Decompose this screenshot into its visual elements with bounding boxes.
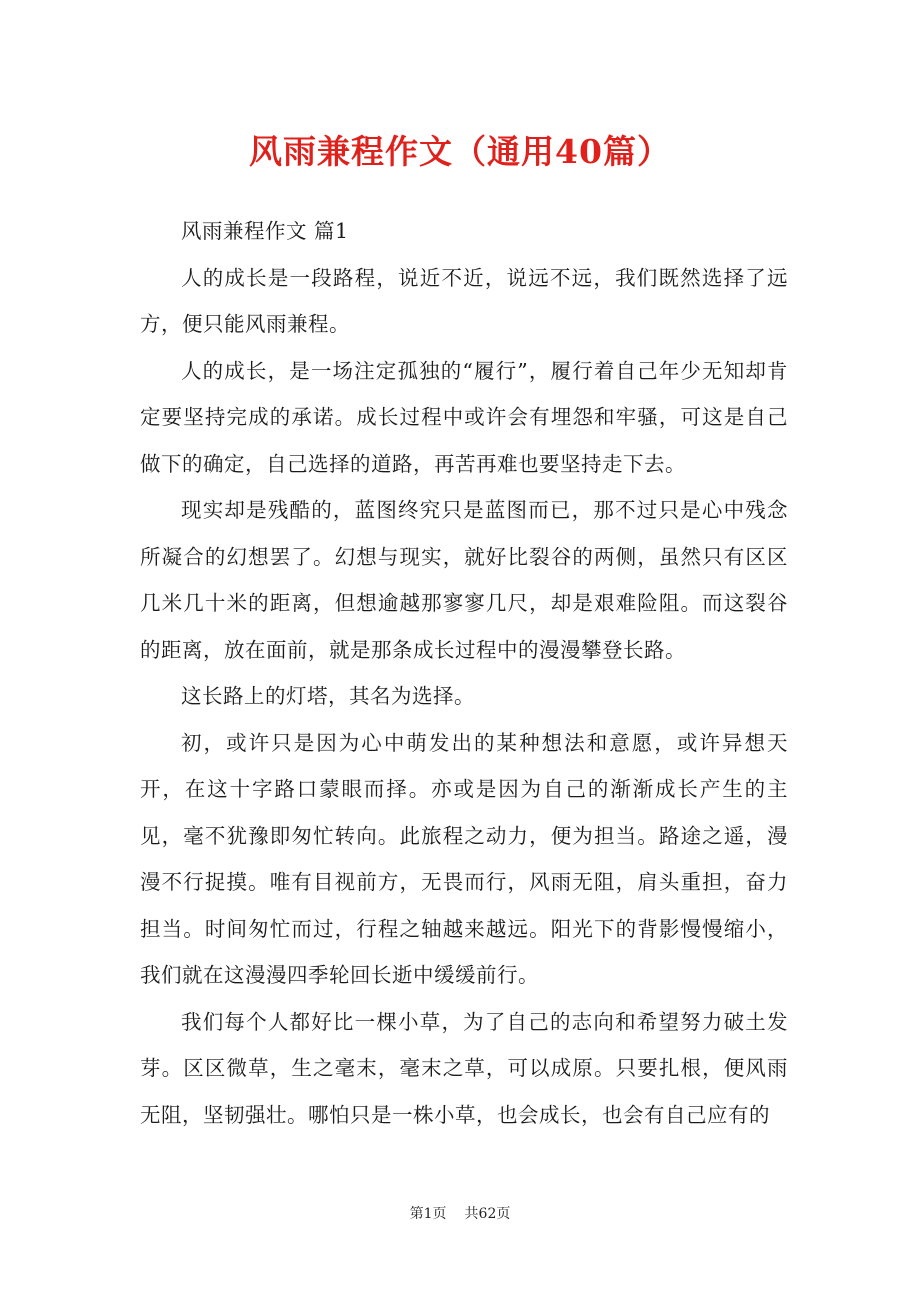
paragraph: 人的成长，是一场注定孤独的“履行”，履行着自己年少无知却肯定要坚持完成的承诺。成长过程中或许会有埋怨和牢骚，可这是自己做下的确定，自己选择的道路，再苦再难也要坚持走下去。 <box>140 358 788 476</box>
paragraph: 我们每个人都好比一棵小草，为了自己的志向和希望努力破土发芽。区区微草，生之毫末，毫末之草，可以成原。只要扎根，便风雨无阻，坚韧强壮。哪怕只是一株小草，也会成长，也会有自己应有的 <box>140 1009 788 1127</box>
paragraph: 这长路上的灯塔，其名为选择。 <box>181 684 475 708</box>
document-body <box>140 208 788 1138</box>
page-number: 第1页 <box>409 1206 447 1222</box>
paragraph: 现实却是残酷的，蓝图终究只是蓝图而已，那不过只是心中残念所凝合的幻想罢了。幻想与现实，就好比裂谷的两侧，虽然只有区区几米几十米的距离，但想逾越那寥寥几尺，却是艰难险阻。而这裂谷的距离，放在面前，就是那条成长过程中的漫漫攀登长路。 <box>140 498 788 662</box>
paragraph: 人的成长是一段路程，说近不近，说远不远，我们既然选择了远方，便只能风雨兼程。 <box>140 265 788 336</box>
page-total: 共62页 <box>464 1206 511 1222</box>
document-title: 风雨兼程作文（通用40篇） <box>249 132 671 171</box>
paragraph: 初，或许只是因为心中萌发出的某种想法和意愿，或许异想天开，在这十字路口蒙眼而择。亦或是因为自己的渐渐成长产生的主见，毫不犹豫即匆忙转向。此旅程之动力，便为担当。路途之遥，漫漫不行捉摸。唯有目视前方，无畏而行，风雨无阻，肩头重担，奋力担当。时间匆忙而过，行程之轴越来越远。阳光下的背影慢慢缩小，我们就在这漫漫四季轮回长逝中缓缓前行。 <box>140 730 788 987</box>
page-footer <box>0 1204 920 1224</box>
section-heading: 风雨兼程作文 篇1 <box>181 219 349 243</box>
